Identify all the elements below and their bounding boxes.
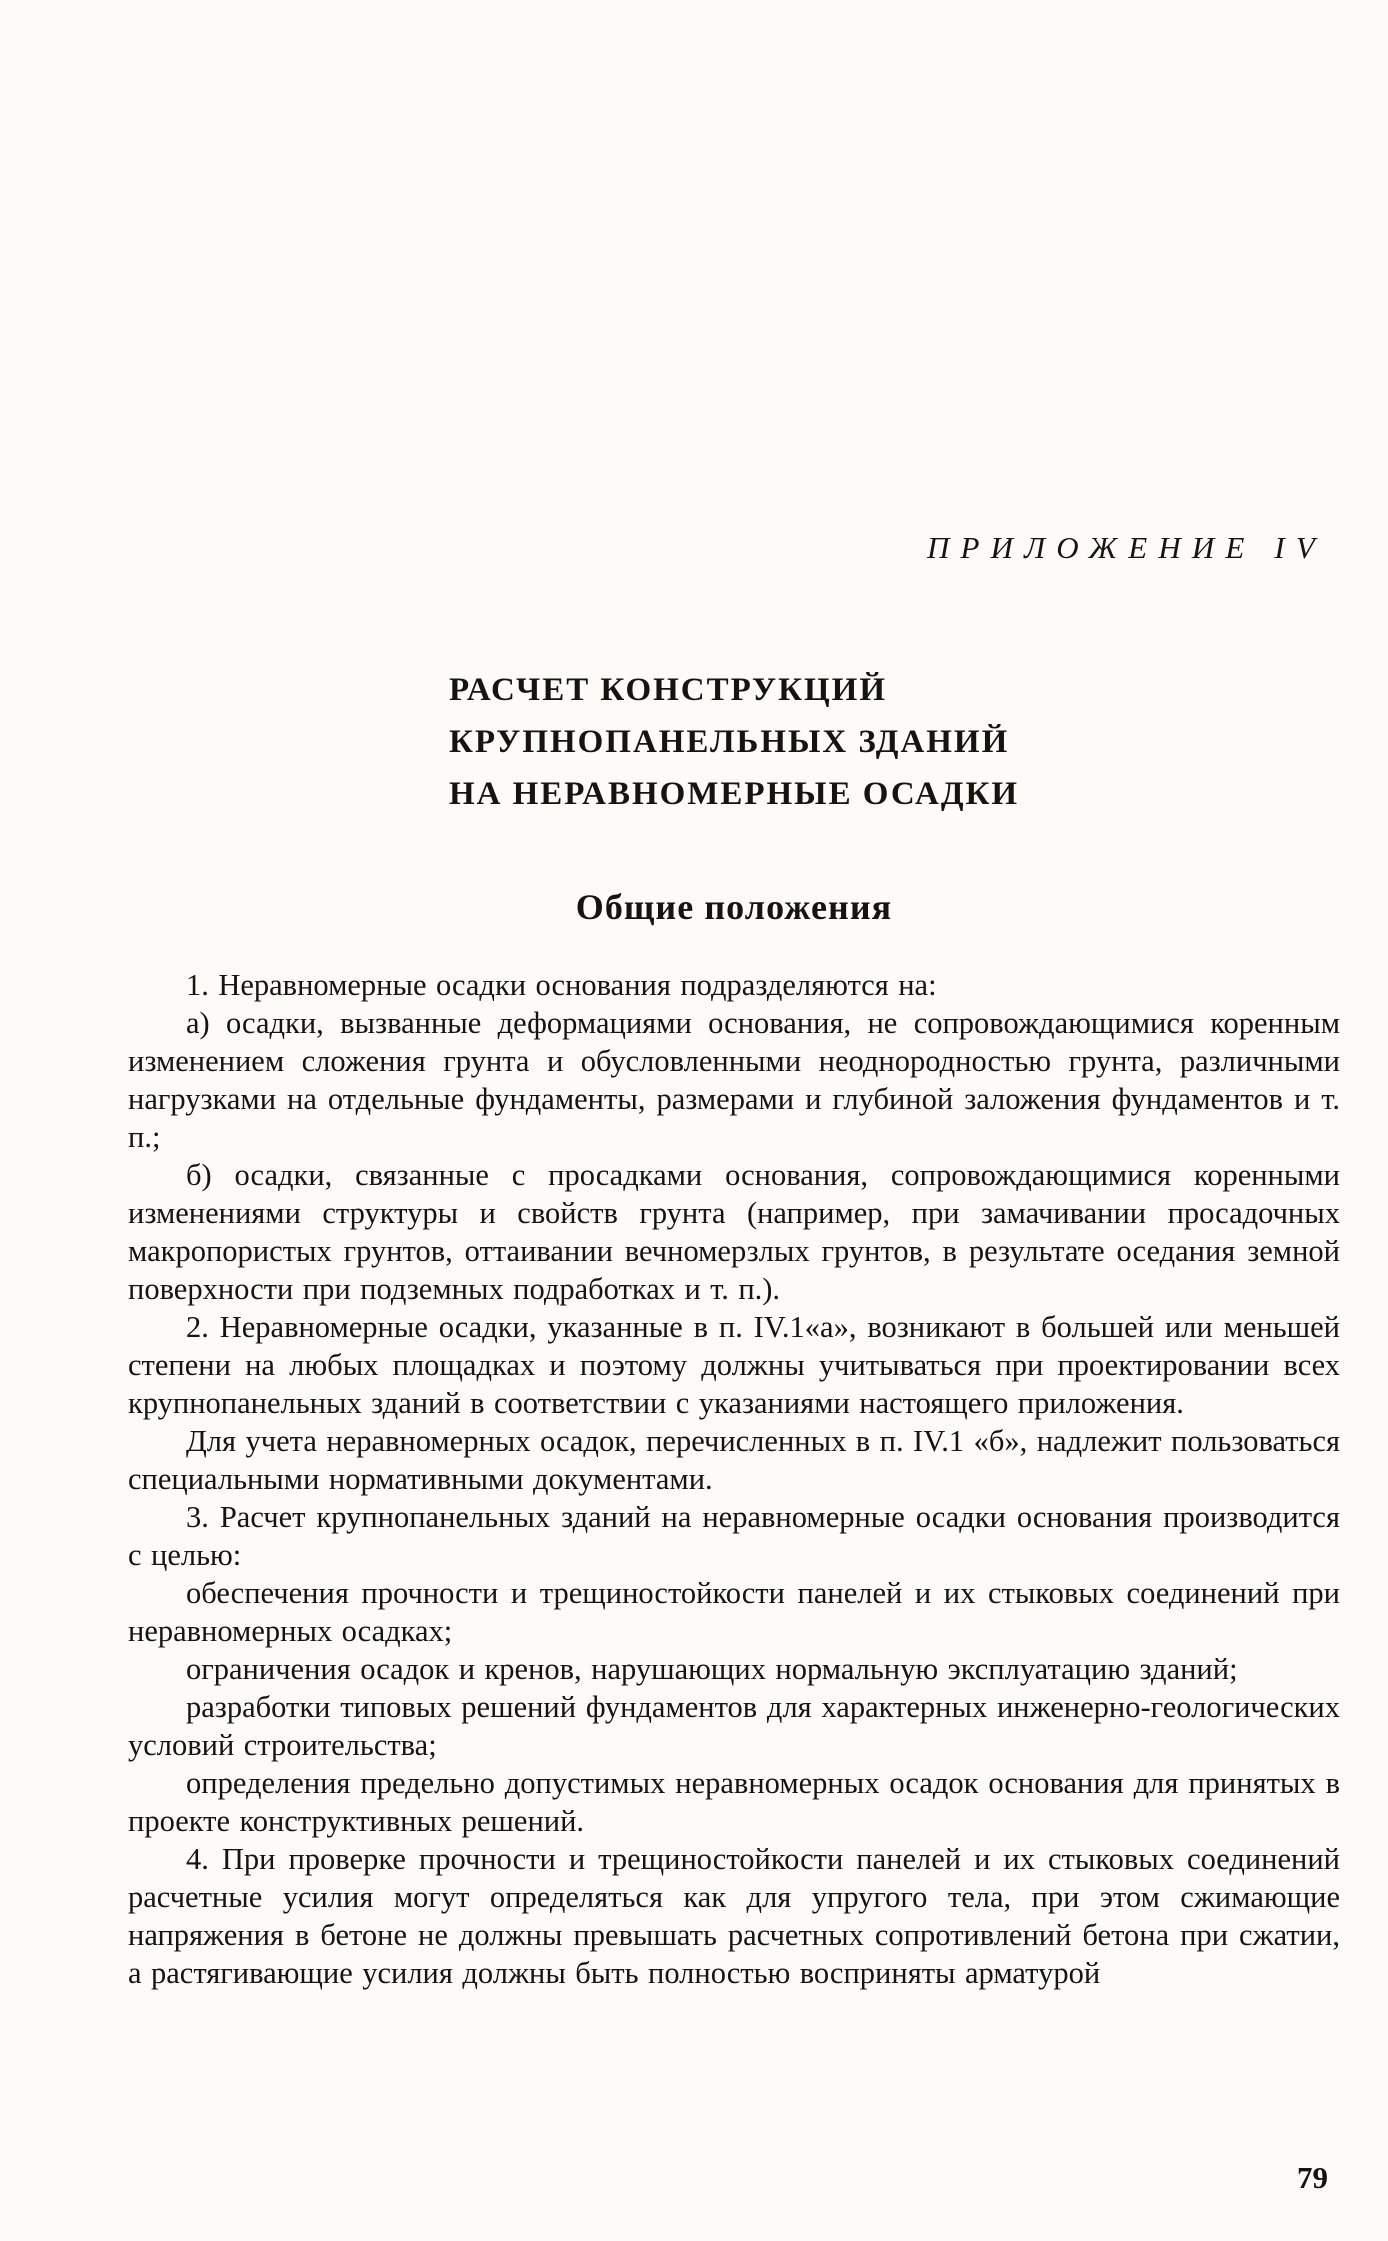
paragraph: Для учета неравномерных осадок, перечисленных в п. IV.1 «б», надлежит пользоваться специальными нормативными документами. bbox=[128, 1424, 1341, 1496]
page-number: 79 bbox=[1297, 2160, 1328, 2195]
paragraph: 3. Расчет крупнопанельных зданий на неравномерные осадки основания производится с целью: bbox=[128, 1500, 1340, 1572]
paragraph: обеспечения прочности и трещиностойкости панелей и их стыковых соединений при неравномерных осадках; bbox=[128, 1576, 1340, 1648]
appendix-label: ПРИЛОЖЕНИЕ IV bbox=[926, 530, 1326, 565]
document-title-line: РАСЧЕТ КОНСТРУКЦИЙ bbox=[448, 672, 887, 708]
paragraph: а) осадки, вызванные деформациями основания, не сопровождающимися коренным изменением сложения грунта и обусловленными неоднородностью грунта, различными нагрузками на отдельные фундаменты, размерами и глубиной заложения фундаментов и т. п.; bbox=[128, 1006, 1340, 1154]
document-title-block bbox=[449, 664, 1019, 820]
document-title bbox=[128, 664, 1340, 820]
section-heading: Общие положения bbox=[575, 887, 893, 927]
paragraph: определения предельно допустимых неравномерных осадок основания для принятых в проекте конструктивных решений. bbox=[128, 1766, 1340, 1838]
paragraph: 2. Неравномерные осадки, указанные в п. IV.1«а», возникают в большей или меньшей степени на любых площадках и поэтому должны учитываться при проектировании всех крупнопанельных зданий в соответствии с указаниями настоящего приложения. bbox=[128, 1310, 1340, 1420]
paragraph: разработки типовых решений фундаментов для характерных инженерно-геологических условий строительства; bbox=[128, 1690, 1340, 1762]
paragraph: 4. При проверке прочности и трещиностойкости панелей и их стыковых соединений расчетные усилия могут определяться как для упругого тела, при этом сжимающие напряжения в бетоне не должны превышать расчетных сопротивлений бетона при сжатии, а растягивающие усилия должны быть полностью восприняты арматурой bbox=[128, 1842, 1340, 1990]
paragraph: 1. Неравномерные осадки основания подразделяются на: bbox=[186, 968, 937, 1002]
document-title-line: НА НЕРАВНОМЕРНЫЕ ОСАДКИ bbox=[448, 776, 1020, 812]
body-text bbox=[128, 966, 1340, 1992]
paragraph: ограничения осадок и кренов, нарушающих нормальную эксплуатацию зданий; bbox=[186, 1652, 1238, 1686]
paragraph: б) осадки, связанные с просадками основания, сопровождающимися коренными изменениями структуры и свойств грунта (например, при замачивании просадочных макропористых грунтов, оттаивании вечномерзлых грунтов, в результате оседания земной поверхности при подземных подработках и т. п.). bbox=[128, 1158, 1340, 1306]
document-title-line: КРУПНОПАНЕЛЬНЫХ ЗДАНИЙ bbox=[448, 724, 1010, 760]
